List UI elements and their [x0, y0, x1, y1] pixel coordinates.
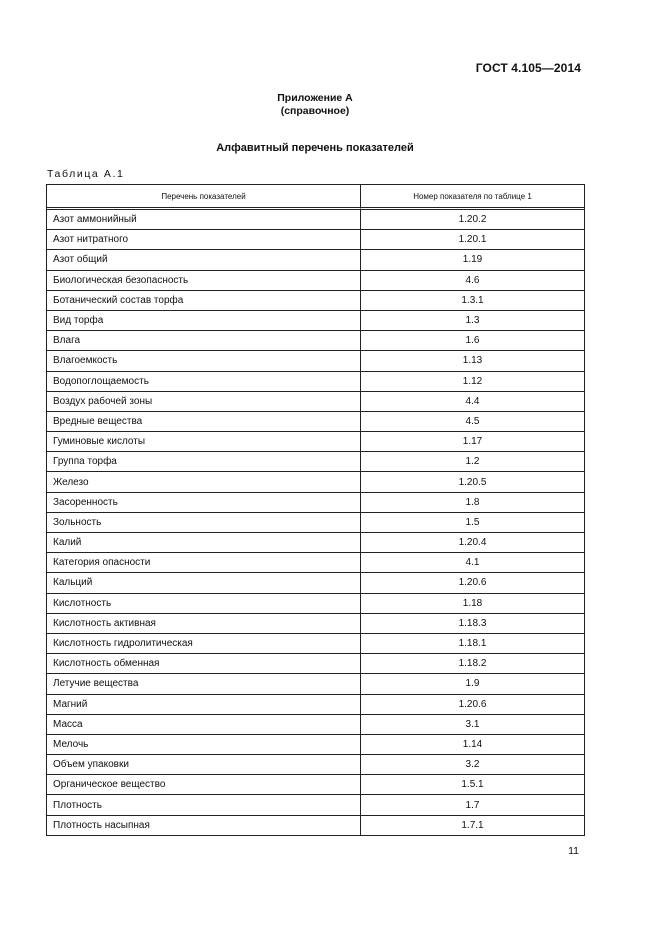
table-row	[47, 210, 584, 229]
indicator-name-cell: Группа торфа	[47, 451, 361, 471]
table-row	[47, 229, 584, 249]
table-row	[47, 290, 584, 310]
indicator-name-cell: Категория опасности	[47, 552, 361, 572]
table-row	[47, 471, 584, 491]
indicator-name-cell: Воздух рабочей зоны	[47, 391, 361, 411]
indicator-number-cell: 1.14	[361, 734, 584, 754]
indicator-number-cell: 1.9	[361, 673, 584, 693]
table-row	[47, 431, 584, 451]
table-row	[47, 734, 584, 754]
indicator-name-cell: Масса	[47, 714, 361, 734]
table-row	[47, 754, 584, 774]
table-row	[47, 330, 584, 350]
list-title: Алфавитный перечень показателей	[216, 142, 414, 154]
indicator-number-cell: 4.5	[361, 411, 584, 431]
table-row	[47, 633, 584, 653]
indicator-name-cell: Плотность насыпная	[47, 815, 361, 835]
indicator-number-cell: 1.12	[361, 371, 584, 391]
indicator-name-cell: Азот аммонийный	[47, 210, 361, 229]
table-row	[47, 371, 584, 391]
indicator-number-cell: 1.20.2	[458, 214, 487, 226]
indicator-number-cell: 1.2	[361, 451, 584, 471]
indicator-number-cell: 3.2	[361, 754, 584, 774]
indicator-name-cell: Калий	[47, 532, 361, 552]
indicator-name-cell: Кислотность	[47, 593, 361, 613]
table-row	[47, 512, 584, 532]
table-row	[47, 572, 584, 592]
table-row	[47, 774, 584, 794]
indicator-number-cell: 1.18	[361, 593, 584, 613]
indicator-number-cell: 4.6	[361, 270, 584, 290]
indicator-name-cell: Кислотность гидролитическая	[47, 633, 361, 653]
table-row	[47, 613, 584, 633]
indicator-number-cell: 1.18.1	[361, 633, 584, 653]
table-row	[47, 492, 584, 512]
column-header-indicator: Перечень показателей	[47, 185, 361, 210]
table-row	[47, 310, 584, 330]
indicator-number-cell: 1.3.1	[361, 290, 584, 310]
indicator-name-cell: Ботанический состав торфа	[47, 290, 361, 310]
indicator-number-cell: 1.13	[361, 350, 584, 370]
indicator-number-cell: 1.7.1	[361, 815, 584, 835]
indicator-number-cell: 1.20.4	[361, 532, 584, 552]
indicator-number-cell: 1.6	[361, 330, 584, 350]
indicator-name-cell: Вид торфа	[47, 310, 361, 330]
appendix-type: (справочное)	[280, 105, 350, 117]
appendix-heading	[0, 92, 630, 118]
indicator-name-cell: Гуминовые кислоты	[47, 431, 361, 451]
indicator-number-cell: 1.5	[361, 512, 584, 532]
indicator-number-cell: 3.1	[361, 714, 584, 734]
indicator-name-cell: Азот нитратного	[47, 229, 361, 249]
indicator-number-cell: 1.19	[361, 249, 584, 269]
table-row	[47, 270, 584, 290]
indicator-name-cell: Плотность	[47, 794, 361, 814]
indicator-number-cell: 1.18.3	[361, 613, 584, 633]
indicator-number-cell: 4.1	[361, 552, 584, 572]
indicator-name-cell: Биологическая безопасность	[47, 270, 361, 290]
indicator-number-cell: 1.20.5	[361, 471, 584, 491]
indicator-name-cell: Мелочь	[47, 734, 361, 754]
indicator-number-cell: 1.8	[361, 492, 584, 512]
indicator-name-cell: Объем упаковки	[47, 754, 361, 774]
table-row	[47, 532, 584, 552]
indicator-number-cell: 1.17	[361, 431, 584, 451]
indicator-number-cell: 1.18.2	[361, 653, 584, 673]
indicator-name-cell: Водопоглощаемость	[47, 371, 361, 391]
table-header-row	[47, 185, 584, 210]
table-row	[47, 350, 584, 370]
table-row	[47, 593, 584, 613]
table-row	[47, 815, 584, 835]
indicator-number-cell: 1.20.1	[361, 229, 584, 249]
indicator-name-cell: Летучие вещества	[47, 673, 361, 693]
indicator-name-cell: Органическое вещество	[47, 774, 361, 794]
indicator-name-cell: Магний	[47, 694, 361, 714]
table-body	[47, 210, 584, 835]
table-row	[47, 714, 584, 734]
page-number: 11	[568, 845, 579, 857]
indicator-name-cell: Влага	[47, 330, 361, 350]
table-caption: Таблица А.1	[47, 168, 125, 180]
table-row	[47, 673, 584, 693]
table-row	[47, 249, 584, 269]
indicator-number-cell: 1.5.1	[361, 774, 584, 794]
table-row	[47, 411, 584, 431]
indicator-name-cell: Вредные вещества	[47, 411, 361, 431]
indicator-name-cell: Влагоемкость	[47, 350, 361, 370]
appendix-title: Приложение А	[277, 92, 353, 104]
table-row	[47, 694, 584, 714]
indicator-table	[46, 184, 585, 836]
indicator-name-cell: Кислотность активная	[47, 613, 361, 633]
table-row	[47, 794, 584, 814]
indicator-name-cell: Азот общий	[47, 249, 361, 269]
table-row	[47, 653, 584, 673]
indicator-name-cell: Кислотность обменная	[47, 653, 361, 673]
indicator-name-cell: Кальций	[47, 572, 361, 592]
indicator-name-cell: Зольность	[47, 512, 361, 532]
indicator-name-cell: Железо	[47, 471, 361, 491]
column-header-number: Номер показателя по таблице 1	[361, 185, 584, 210]
table-row	[47, 552, 584, 572]
indicator-name-cell: Засоренность	[47, 492, 361, 512]
indicator-number-cell: 1.3	[361, 310, 584, 330]
table-row	[47, 451, 584, 471]
indicator-number-cell: 1.20.6	[361, 694, 584, 714]
indicator-number-cell: 4.4	[361, 391, 584, 411]
indicator-number-cell: 1.7	[361, 794, 584, 814]
table-row	[47, 391, 584, 411]
indicator-number-cell: 1.20.6	[361, 572, 584, 592]
document-code: ГОСТ 4.105—2014	[475, 61, 581, 75]
